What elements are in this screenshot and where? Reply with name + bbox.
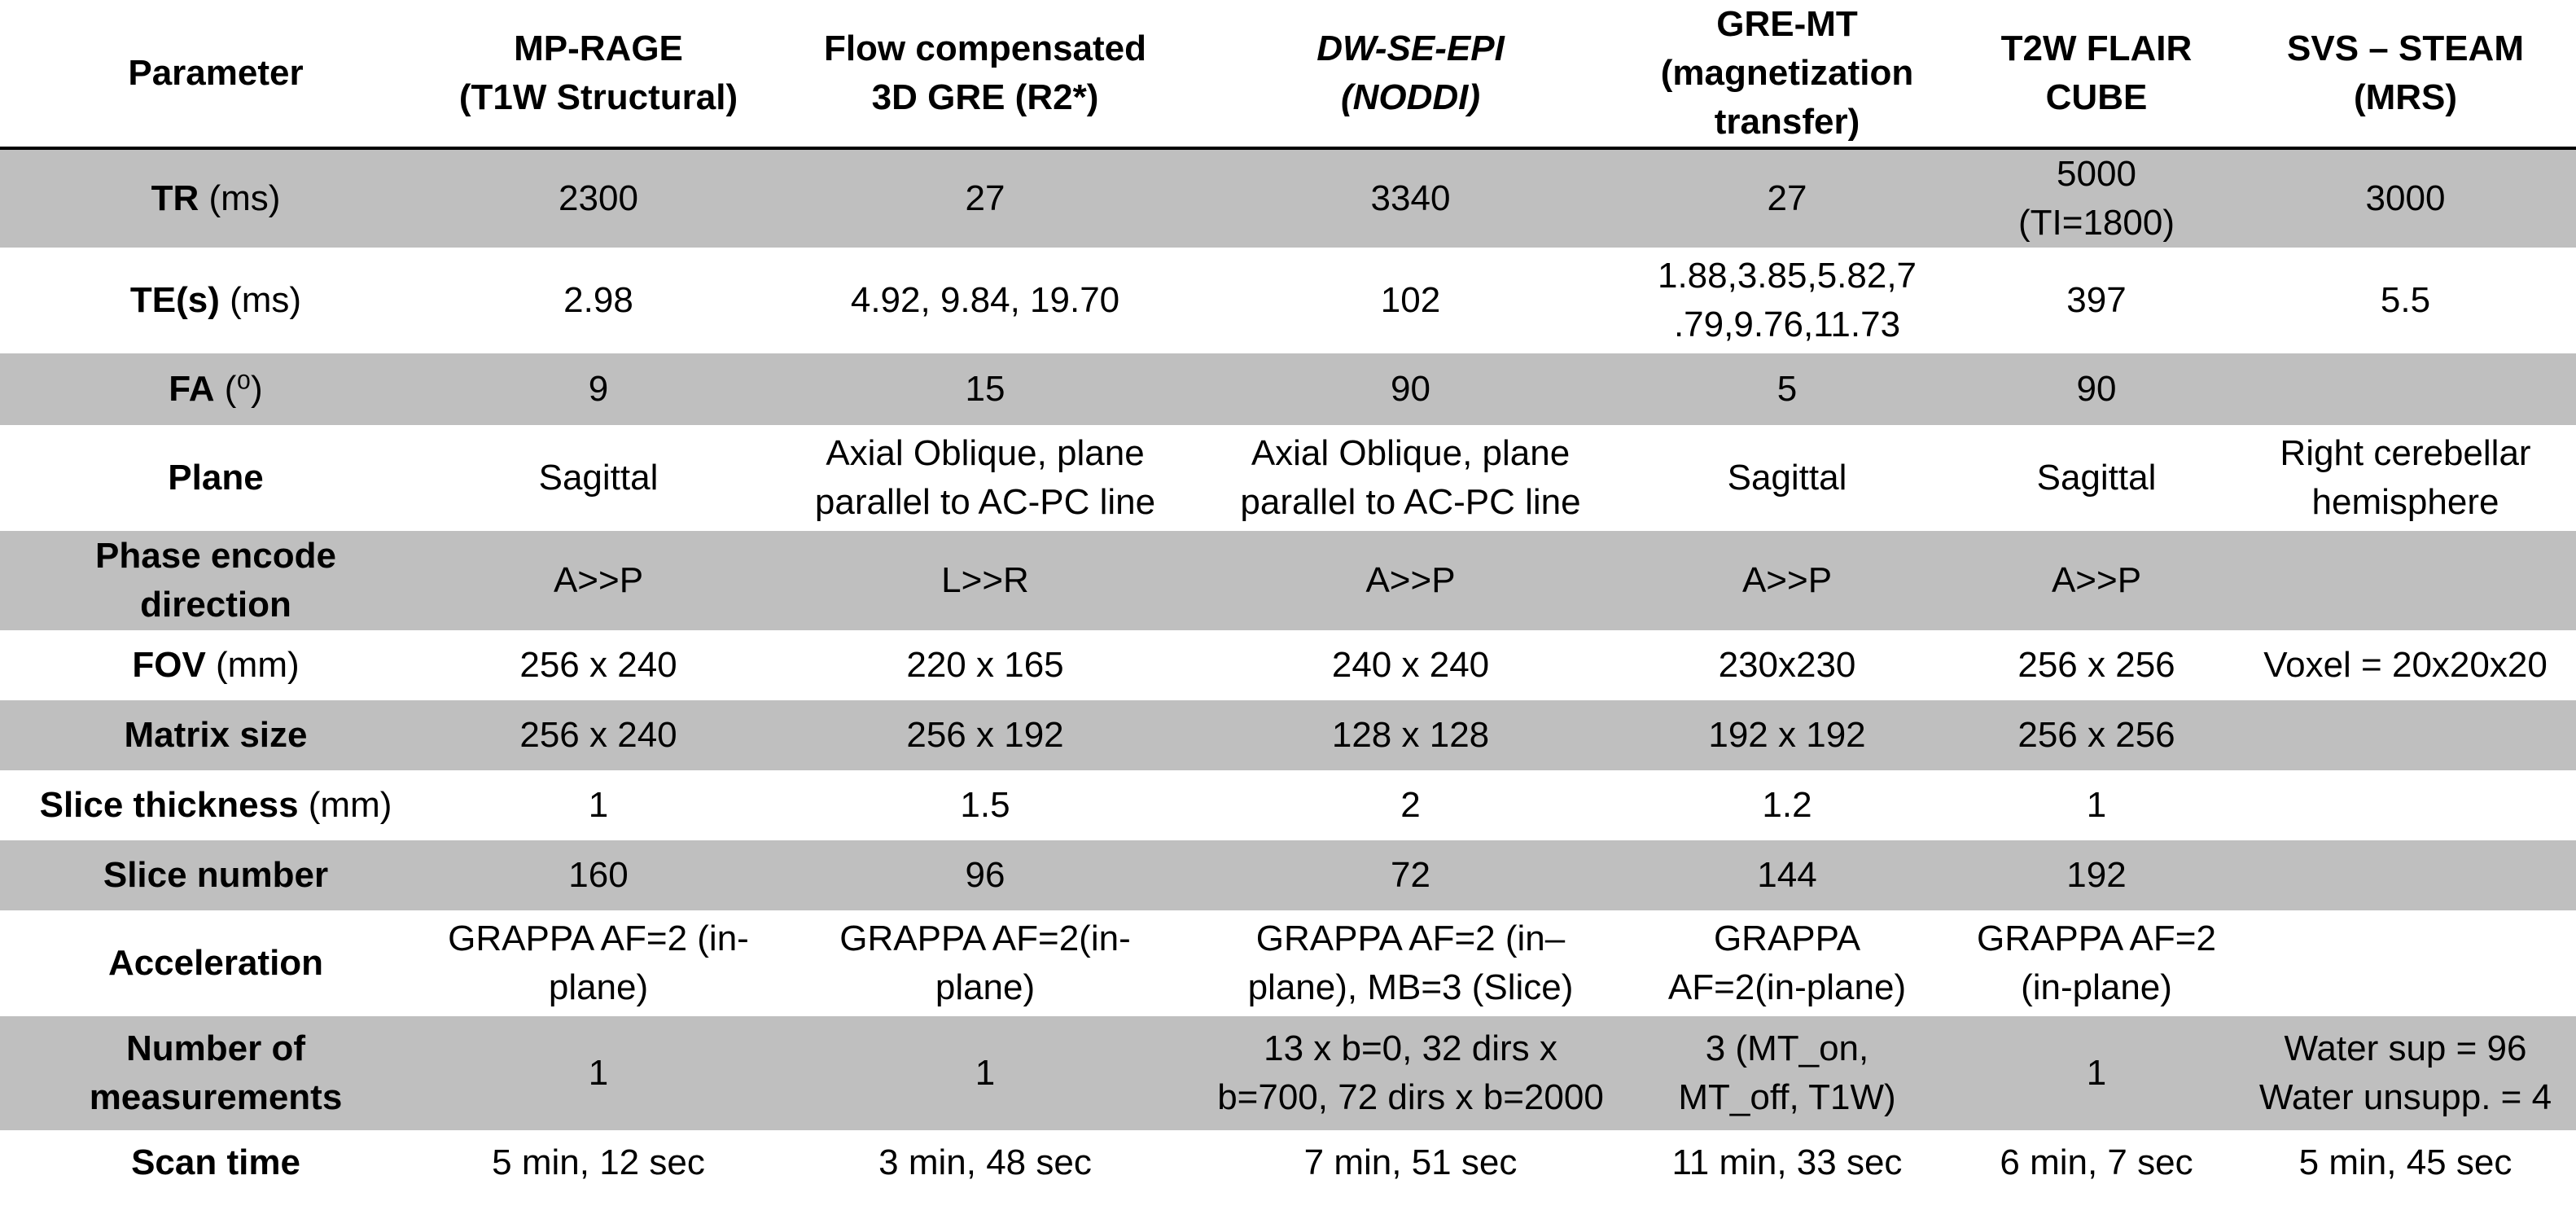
table-cell [2235, 150, 2576, 248]
table-cell [1616, 630, 1958, 700]
row-parameter-label [0, 770, 432, 840]
header-line: GRE-MT [1716, 4, 1858, 44]
cell-text-line: 102 [1380, 280, 1441, 320]
header-t2w-flair-cube [1958, 0, 2235, 147]
table-cell [1616, 150, 1958, 248]
parameter-label-line [5, 532, 427, 581]
parameter-name: Number of [126, 1028, 305, 1068]
cell-text-line: MT_off, T1W) [1678, 1077, 1896, 1117]
cell-text-line: A>>P [1365, 560, 1456, 600]
header-gre-mt [1616, 0, 1958, 147]
table-row [0, 630, 2576, 700]
table-cell [765, 1016, 1205, 1130]
parameter-unit: (mm) [298, 785, 392, 825]
header-line: (NODDI) [1340, 77, 1481, 117]
cell-text-line: 1 [975, 1053, 996, 1093]
table-cell [2235, 248, 2576, 353]
header-flow-compensated-gre [765, 0, 1205, 147]
parameter-name: Plane [168, 458, 264, 498]
row-parameter-label [0, 840, 432, 910]
table-cell [765, 150, 1205, 248]
cell-text-line: plane) [548, 967, 649, 1007]
table-cell [765, 630, 1205, 700]
table-row [0, 353, 2576, 425]
table-cell [432, 425, 765, 531]
cell-text-line: 3 (MT_on, [1705, 1028, 1869, 1068]
table-cell [765, 531, 1205, 630]
table-cell [1616, 840, 1958, 910]
header-dw-se-epi [1205, 0, 1616, 147]
cell-text-line: 2 [1400, 785, 1421, 825]
row-parameter-label [0, 630, 432, 700]
cell-text-line: 2.98 [563, 280, 633, 320]
table-cell [1205, 150, 1616, 248]
table-cell [432, 840, 765, 910]
table-cell [432, 700, 765, 770]
table-row [0, 150, 2576, 248]
cell-text-line: 220 x 165 [906, 645, 1064, 685]
parameter-label-line [5, 276, 427, 325]
parameter-name: Slice thickness [39, 785, 299, 825]
cell-text-line: 160 [568, 855, 629, 895]
table-row [0, 531, 2576, 630]
table-cell [432, 1130, 765, 1195]
table-cell [2235, 770, 2576, 840]
parameter-name: FA [169, 369, 215, 409]
cell-text-line: 1.2 [1762, 785, 1812, 825]
parameter-label-line [5, 711, 427, 760]
row-parameter-label [0, 700, 432, 770]
table-cell [1958, 630, 2235, 700]
parameter-label-line [5, 1138, 427, 1187]
cell-text-line: (TI=1800) [2018, 203, 2175, 243]
cell-text-line: 27 [1767, 178, 1807, 218]
cell-text-line: 256 x 240 [519, 645, 677, 685]
table-cell [1205, 531, 1616, 630]
table-cell [1958, 770, 2235, 840]
row-parameter-label [0, 353, 432, 425]
table-cell [2235, 1016, 2576, 1130]
cell-text-line: Axial Oblique, plane [826, 433, 1145, 473]
header-line: (MRS) [2353, 77, 2458, 117]
header-line: (magnetization [1660, 53, 1914, 93]
cell-text-line: .79,9.76,11.73 [1673, 305, 1901, 344]
table-cell [1205, 248, 1616, 353]
table-cell [1205, 700, 1616, 770]
table-cell [1616, 1016, 1958, 1130]
table-cell [1205, 630, 1616, 700]
cell-text-line: 1 [2086, 1053, 2107, 1093]
table-cell [1958, 425, 2235, 531]
table-cell [1205, 425, 1616, 531]
cell-text-line: Sagittal [2036, 458, 2157, 498]
table-cell [432, 630, 765, 700]
table-row [0, 770, 2576, 840]
header-line: MP-RAGE [514, 29, 683, 68]
table-cell [765, 700, 1205, 770]
cell-text-line: 4.92, 9.84, 19.70 [850, 280, 1120, 320]
table-cell [2235, 630, 2576, 700]
cell-text-line: GRAPPA AF=2 (in- [448, 919, 749, 958]
table-row [0, 425, 2576, 531]
table-cell [432, 248, 765, 353]
header-line: T2W FLAIR [2000, 29, 2193, 68]
cell-text-line: 5 [1776, 369, 1798, 409]
cell-text-line: A>>P [553, 560, 644, 600]
row-parameter-label [0, 910, 432, 1016]
cell-text-line: GRAPPA AF=2 (in– [1255, 919, 1566, 958]
parameter-name-line2: measurements [89, 1077, 343, 1117]
table-cell [1205, 353, 1616, 425]
cell-text-line: 72 [1391, 855, 1430, 895]
parameter-name: TE(s) [129, 280, 220, 320]
parameter-label-line [5, 365, 427, 414]
cell-text-line: GRAPPA [1713, 919, 1861, 958]
cell-text-line: 1 [588, 785, 609, 825]
table-cell [1616, 353, 1958, 425]
cell-text-line: 5 min, 12 sec [492, 1142, 705, 1182]
parameter-unit: (ms) [199, 178, 281, 218]
table-row [0, 1130, 2576, 1195]
header-line: CUBE [2045, 77, 2148, 117]
table-cell [432, 910, 765, 1016]
table-cell [1958, 150, 2235, 248]
row-parameter-label [0, 531, 432, 630]
table-cell [2235, 840, 2576, 910]
table-cell [2235, 425, 2576, 531]
table-cell [765, 353, 1205, 425]
table-cell [1616, 700, 1958, 770]
cell-text-line: 144 [1757, 855, 1817, 895]
row-parameter-label [0, 425, 432, 531]
header-line: SVS – STEAM [2287, 29, 2524, 68]
parameter-name: Acceleration [107, 943, 324, 983]
cell-text-line: 90 [1391, 369, 1430, 409]
cell-text-line: Right cerebellar [2280, 433, 2531, 473]
table-cell [432, 353, 765, 425]
cell-text-line: 13 x b=0, 32 dirs x [1264, 1028, 1557, 1068]
cell-text-line: 256 x 256 [2017, 645, 2175, 685]
table-cell [765, 770, 1205, 840]
cell-text-line: parallel to AC-PC line [1240, 482, 1581, 522]
table-cell [1205, 910, 1616, 1016]
table-cell [1958, 700, 2235, 770]
parameter-name: Matrix size [124, 715, 308, 755]
header-line: (T1W Structural) [458, 77, 738, 117]
cell-text-line: A>>P [2051, 560, 2142, 600]
parameter-name: Slice number [103, 855, 329, 895]
table-cell [1958, 531, 2235, 630]
cell-text-line: 256 x 256 [2017, 715, 2175, 755]
table-cell [765, 840, 1205, 910]
cell-text-line: GRAPPA AF=2(in- [839, 919, 1131, 958]
cell-text-line: 2300 [559, 178, 638, 218]
table-cell [1958, 1130, 2235, 1195]
header-parameter: Parameter [128, 53, 304, 93]
parameter-label-line [5, 1024, 427, 1073]
table-cell [2235, 353, 2576, 425]
cell-text-line: Water unsupp. = 4 [2258, 1077, 2552, 1117]
cell-text-line: 1 [2086, 785, 2107, 825]
table-cell [432, 770, 765, 840]
cell-text-line: 5.5 [2380, 280, 2431, 320]
row-parameter-label [0, 248, 432, 353]
cell-text-line: 240 x 240 [1331, 645, 1490, 685]
header-line: transfer) [1714, 102, 1860, 142]
cell-text-line: 128 x 128 [1331, 715, 1490, 755]
cell-text-line: 397 [2066, 280, 2127, 320]
table-cell [432, 1016, 765, 1130]
cell-text-line: 5 min, 45 sec [2298, 1142, 2512, 1182]
cell-text-line: AF=2(in-plane) [1667, 967, 1907, 1007]
parameter-label-line [5, 781, 427, 830]
table-cell [1958, 353, 2235, 425]
parameter-label-line [5, 174, 427, 223]
parameter-label-line [5, 939, 427, 988]
table-cell [1958, 248, 2235, 353]
cell-text-line: 3000 [2365, 178, 2446, 218]
table-cell [1205, 770, 1616, 840]
cell-text-line: 1 [588, 1053, 609, 1093]
cell-text-line: 27 [965, 178, 1005, 218]
header-line: Flow compensated [823, 29, 1147, 68]
table-cell [1616, 910, 1958, 1016]
table-cell [1958, 1016, 2235, 1130]
header-line: DW-SE-EPI [1316, 29, 1505, 68]
cell-text-line: 11 min, 33 sec [1671, 1142, 1903, 1182]
cell-text-line: plane), MB=3 (Slice) [1247, 967, 1574, 1007]
parameter-name: FOV [132, 645, 206, 685]
table-cell [765, 248, 1205, 353]
table-cell [1205, 1016, 1616, 1130]
parameter-name: Scan time [131, 1142, 300, 1182]
row-parameter-label [0, 150, 432, 248]
cell-text-line: 3 min, 48 sec [878, 1142, 1092, 1182]
cell-text-line: 256 x 240 [519, 715, 677, 755]
cell-text-line: L>>R [941, 560, 1029, 600]
table-cell [2235, 910, 2576, 1016]
cell-text-line: (in-plane) [2021, 967, 2172, 1007]
table-body [0, 150, 2576, 1195]
header-row [0, 0, 2576, 147]
table-cell [1205, 840, 1616, 910]
cell-text-line: b=700, 72 dirs x b=2000 [1217, 1077, 1604, 1117]
cell-text-line: 256 x 192 [906, 715, 1064, 755]
cell-text-line: Axial Oblique, plane [1251, 433, 1571, 473]
cell-text-line: 96 [965, 855, 1005, 895]
header-line: 3D GRE (R2*) [871, 77, 1099, 117]
cell-text-line: Voxel = 20x20x20 [2263, 645, 2548, 685]
cell-text-line: 3340 [1370, 178, 1451, 218]
table-cell [765, 425, 1205, 531]
cell-text-line: 9 [588, 369, 609, 409]
cell-text-line: GRAPPA AF=2 [1977, 919, 2216, 958]
cell-text-line: 1.88,3.85,5.82,7 [1657, 256, 1917, 296]
table-cell [1205, 1130, 1616, 1195]
table-cell [1616, 770, 1958, 840]
cell-text-line: 192 [2066, 855, 2127, 895]
header-mp-rage [432, 0, 765, 147]
cell-text-line: 5000 [2057, 154, 2136, 194]
parameter-unit: (⁰) [214, 369, 263, 409]
table-cell [1616, 531, 1958, 630]
parameter-unit: (mm) [205, 645, 300, 685]
cell-text-line: A>>P [1741, 560, 1833, 600]
parameter-name: TR [151, 178, 199, 218]
parameter-name: Phase encode [95, 536, 336, 576]
row-parameter-label [0, 1130, 432, 1195]
cell-text-line: hemisphere [2311, 482, 2499, 522]
table-cell [1958, 840, 2235, 910]
cell-text-line: 90 [2076, 369, 2117, 409]
cell-text-line: 1.5 [960, 785, 1010, 825]
table-row [0, 1016, 2576, 1130]
header-svs-steam [2235, 0, 2576, 147]
table-cell [2235, 531, 2576, 630]
table-cell [765, 1130, 1205, 1195]
parameter-label-line [5, 641, 427, 690]
parameter-unit: (ms) [219, 280, 302, 320]
table-cell [1616, 425, 1958, 531]
table-row [0, 840, 2576, 910]
cell-text-line: 6 min, 7 sec [2000, 1142, 2193, 1182]
cell-text-line: 192 x 192 [1708, 715, 1866, 755]
cell-text-line: Sagittal [538, 458, 659, 498]
cell-text-line: 230x230 [1718, 645, 1856, 685]
cell-text-line: 15 [965, 369, 1005, 409]
cell-text-line: Sagittal [1727, 458, 1847, 498]
table-cell [2235, 700, 2576, 770]
table-cell [2235, 1130, 2576, 1195]
parameter-label-line [5, 454, 427, 502]
cell-text-line: Water sup = 96 [2284, 1028, 2527, 1068]
table-row [0, 910, 2576, 1016]
table-row [0, 700, 2576, 770]
table-cell [432, 531, 765, 630]
table-cell [432, 150, 765, 248]
cell-text-line: 7 min, 51 sec [1303, 1142, 1518, 1182]
table-cell [1958, 910, 2235, 1016]
table-cell [765, 910, 1205, 1016]
parameter-name-line2: direction [140, 585, 291, 625]
table-cell [1616, 1130, 1958, 1195]
table-row [0, 248, 2576, 353]
row-parameter-label [0, 1016, 432, 1130]
parameter-label-line [5, 851, 427, 900]
cell-text-line: parallel to AC-PC line [814, 482, 1156, 522]
table-cell [1616, 248, 1958, 353]
cell-text-line: plane) [935, 967, 1036, 1007]
